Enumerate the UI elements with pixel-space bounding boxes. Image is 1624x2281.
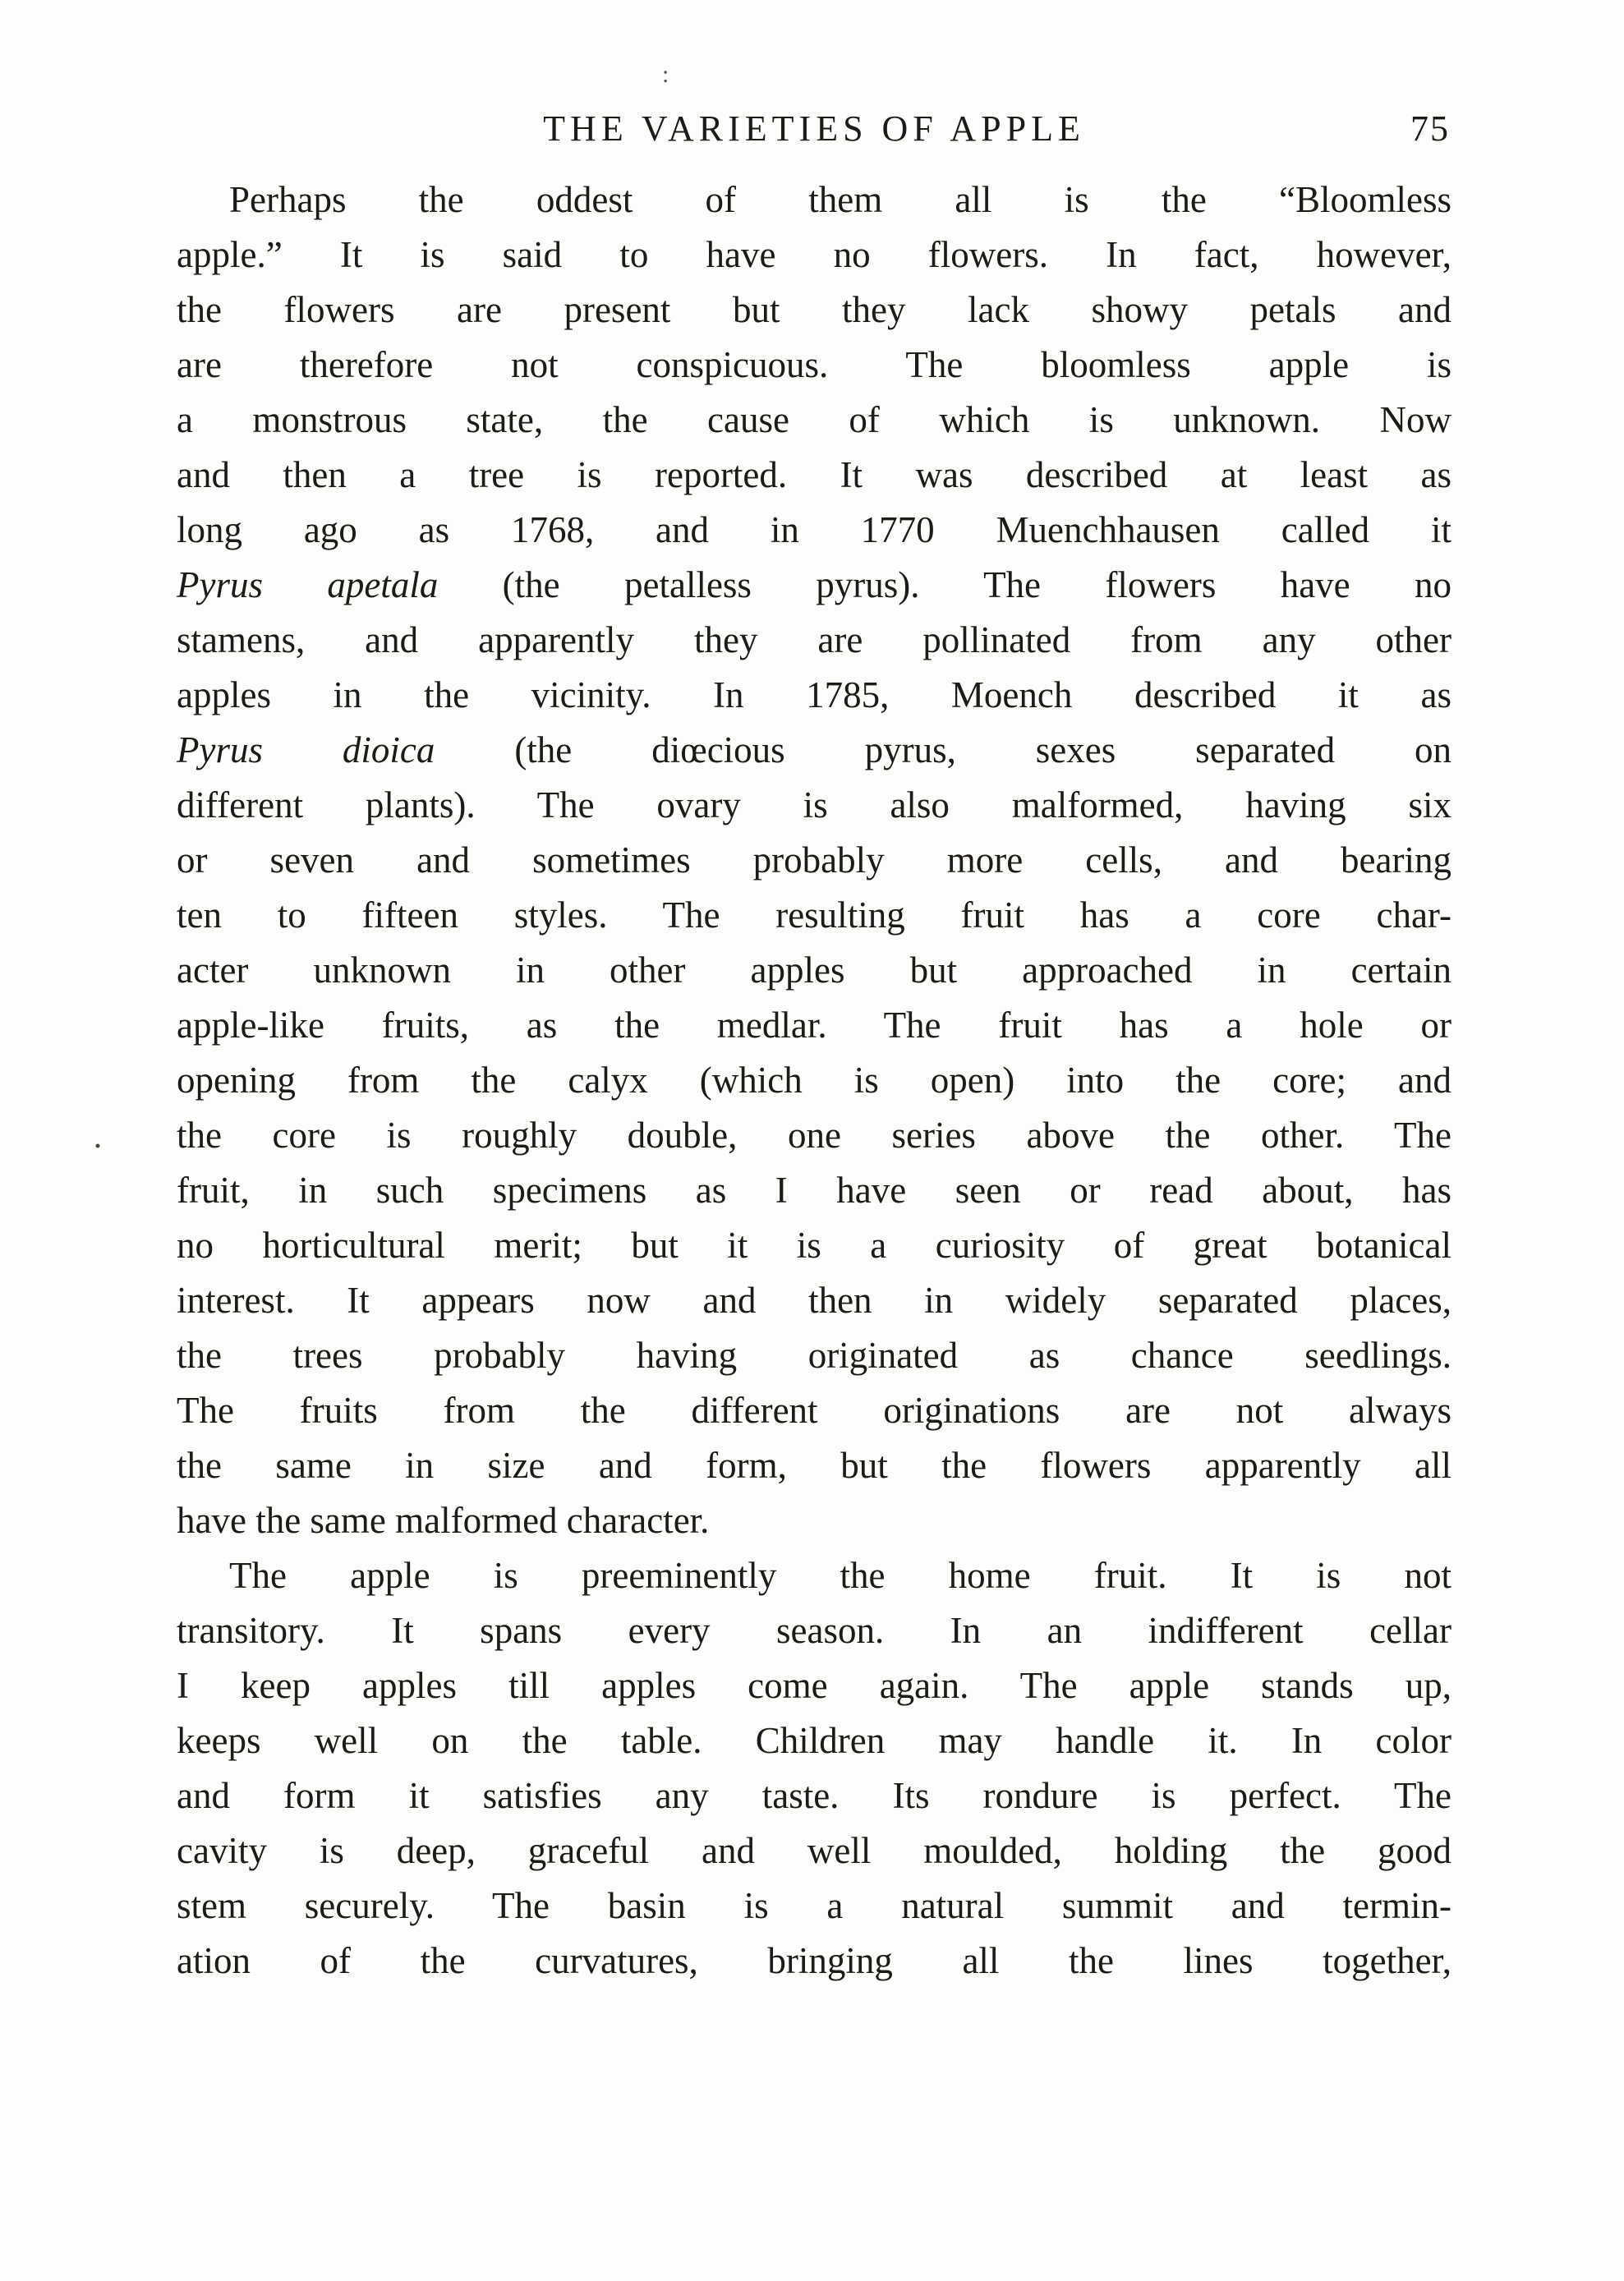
text-segment: apple.” It is said to have no flowers. In fact, however, — [177, 234, 1451, 275]
text-line — [177, 943, 1451, 998]
text-line — [177, 668, 1451, 723]
text-line — [177, 998, 1451, 1053]
page-header — [177, 105, 1451, 153]
text-segment: (the petalless pyrus). The flowers have no — [438, 564, 1451, 605]
text-segment: and form it satisfies any taste. Its rondure is perfect. The — [177, 1775, 1451, 1816]
text-segment: are therefore not conspicuous. The bloomless apple is — [177, 344, 1451, 385]
text-line — [177, 1493, 1451, 1548]
text-segment: cavity is deep, graceful and well moulded, holding the good — [177, 1830, 1451, 1871]
text-line — [177, 1603, 1451, 1658]
text-line — [177, 503, 1451, 558]
text-segment: apples in the vicinity. In 1785, Moench described it as — [177, 674, 1451, 715]
text-segment: apple-like fruits, as the medlar. The fruit has a hole or — [177, 1005, 1451, 1046]
text-line — [177, 228, 1451, 283]
text-line — [177, 1823, 1451, 1879]
text-line — [177, 1438, 1451, 1493]
text-segment: (the diœcious pyrus, sexes separated on — [435, 729, 1451, 770]
text-line — [177, 723, 1451, 778]
text-line — [177, 833, 1451, 888]
text-line — [177, 1273, 1451, 1328]
text-line — [177, 172, 1451, 228]
page-number: 75 — [1410, 108, 1450, 149]
text-line — [177, 888, 1451, 943]
text-segment: and then a tree is reported. It was described at least as — [177, 454, 1451, 495]
text-line — [177, 778, 1451, 833]
text-segment: stem securely. The basin is a natural summit and termin- — [177, 1885, 1451, 1926]
italic-text-segment: Pyrus apetala — [177, 564, 439, 605]
text-segment: fruit, in such specimens as I have seen or read about, has — [177, 1170, 1451, 1211]
text-line — [177, 338, 1451, 393]
text-segment: ten to fifteen styles. The resulting fruit has a core char- — [177, 894, 1451, 936]
text-line — [177, 1713, 1451, 1768]
paragraph — [177, 1548, 1451, 1989]
text-line — [177, 1658, 1451, 1713]
text-line — [177, 448, 1451, 503]
text-line — [177, 1879, 1451, 1934]
text-line — [177, 1768, 1451, 1823]
text-line — [177, 558, 1451, 613]
scan-artifact-dot: · — [92, 1128, 104, 1166]
text-segment: a monstrous state, the cause of which is unknown. Now — [177, 399, 1451, 440]
text-segment: I keep apples till apples come again. The apple stands up, — [177, 1665, 1451, 1706]
text-line — [177, 1548, 1451, 1603]
text-line — [177, 1218, 1451, 1273]
text-line — [177, 283, 1451, 338]
text-segment: The fruits from the different originations are not always — [177, 1390, 1451, 1431]
text-segment: the flowers are present but they lack showy petals and — [177, 289, 1451, 330]
running-title: THE VARIETIES OF APPLE — [543, 108, 1085, 149]
text-line — [177, 393, 1451, 448]
text-segment: have the same malformed character. — [177, 1500, 710, 1541]
text-segment: the trees probably having originated as chance seedlings. — [177, 1335, 1451, 1376]
text-line — [177, 1053, 1451, 1108]
text-segment: different plants). The ovary is also malformed, having six — [177, 784, 1451, 825]
text-segment: or seven and sometimes probably more cells, and bearing — [177, 839, 1451, 881]
text-segment: no horticultural merit; but it is a curiosity of great botanical — [177, 1225, 1451, 1266]
text-line — [177, 1934, 1451, 1989]
scan-artifact-mark: : — [662, 61, 669, 88]
text-segment: acter unknown in other apples but approached in certain — [177, 950, 1451, 991]
text-line — [177, 1328, 1451, 1383]
text-segment: interest. It appears now and then in widely separated places, — [177, 1280, 1451, 1321]
text-segment: The apple is preeminently the home fruit. It is not — [229, 1555, 1451, 1596]
text-column — [177, 105, 1451, 1989]
italic-text-segment: Pyrus dioica — [177, 729, 435, 770]
text-segment: stamens, and apparently they are pollinated from any other — [177, 619, 1451, 660]
text-segment: transitory. It spans every season. In an indifferent cellar — [177, 1610, 1451, 1651]
text-segment: opening from the calyx (which is open) into the core; and — [177, 1060, 1451, 1101]
text-line — [177, 1108, 1451, 1163]
text-line — [177, 613, 1451, 668]
text-segment: ation of the curvatures, bringing all the lines together, — [177, 1940, 1451, 1981]
text-segment: the core is roughly double, one series above the other. The — [177, 1115, 1451, 1156]
text-segment: Perhaps the oddest of them all is the “Bloomless — [229, 179, 1451, 220]
text-line — [177, 1163, 1451, 1218]
text-segment: the same in size and form, but the flowers apparently all — [177, 1445, 1451, 1486]
text-line — [177, 1383, 1451, 1438]
body-text — [177, 172, 1451, 1989]
text-segment: long ago as 1768, and in 1770 Muenchhausen called it — [177, 509, 1451, 550]
text-segment: keeps well on the table. Children may handle it. In color — [177, 1720, 1451, 1761]
paragraph — [177, 172, 1451, 1548]
